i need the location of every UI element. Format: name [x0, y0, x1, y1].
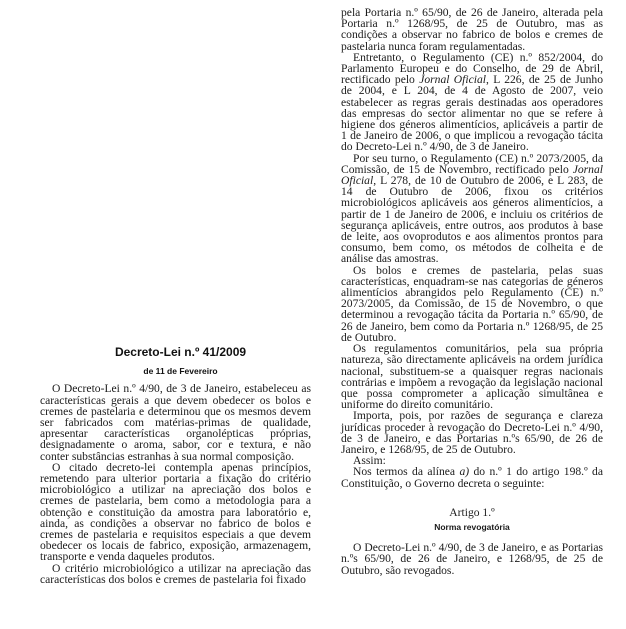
text-span: Nos termos da alínea	[353, 465, 460, 479]
paragraph	[341, 52, 603, 153]
paragraph: Os regulamentos comunitários, pela sua própria natureza, são directamente aplicáveis na ordem jurídica nacional, substituem-se a quaisquer regras nacionais contrárias e impõem a revogação da legislação nacional que possa comprometer a aplicação simultânea e uniforme do direito comunitário.	[341, 342, 603, 412]
article-heading: Artigo 1.º	[449, 505, 495, 519]
text-span-italic: a)	[459, 465, 470, 479]
journal-reference: Jornal Oficial	[341, 162, 603, 188]
text-span: Entretanto, o Regulamento (CE) n.º 852/2004, do Parlamento Europeu e do Conselho, de 29 de Abril, rectificado pelo	[341, 50, 603, 87]
text-span: Por seu turno, o Regulamento (CE) n.º 2073/2005, da Comissão, de 15 de Novembro, rectificado pelo	[341, 151, 603, 176]
paragraph: pela Portaria n.º 65/90, de 26 de Janeiro, alterada pela Portaria n.º 1268/95, de 25 de Outubro, mas as condições a observar no fabrico de bolos e cremes de pastelaria nunca foram regulamentadas.	[341, 6, 603, 53]
paragraph: O Decreto-Lei n.º 4/90, de 3 de Janeiro, estabeleceu as características gerais a que devem obedecer os bolos e cremes de pastelaria e determinou que os mesmos devem ser fabricados com matérias-primas de qualidade, apresentar características organolépticas próprias, designadamente o aroma, sabor, cor e textura, e não conter substâncias estranhas à sua normal composição.	[40, 382, 311, 463]
paragraph: O critério microbiológico a utilizar na apreciação das características dos bolos e cremes de pastelaria foi fixado	[40, 561, 311, 586]
left-column	[40, 347, 311, 585]
paragraph: Os bolos e cremes de pastelaria, pelas suas características, enquadram-se nas categorias de géneros alimentícios abrangidos pelo Regulamento (CE) n.º 2073/2005, da Comissão, de 15 de Novembro, o que determinou a revogação tácita da Portaria n.º 65/90, de 26 de Janeiro, bem como da Portaria n.º 1268/95, de 25 de Outubro.	[341, 263, 603, 344]
paragraph	[341, 466, 603, 488]
right-column	[341, 7, 603, 576]
text-span: , L 278, de 10 de Outubro de 2006, e L 283, de 14 de Outubro de 2006, fixou os critérios microbiológicos aplicáveis aos géneros alimentícios, a partir de 1 de Janeiro de 2006, e incluiu os critérios de segurança aplicáveis, entre outros, aos produtos à base de leite, aos ovoprodutos e aos alimentos prontos para consumo, bem como, os métodos de colheita e de análise das amostras.	[341, 174, 603, 266]
paragraph: Assim:	[353, 454, 386, 468]
text-span: , L 226, de 25 de Junho de 2004, e L 204, de 4 de Agosto de 2007, veio estabelecer as regras gerais destinadas aos operadores das empresas do sector alimentar no que se refere à higiene dos géneros alimentícios, aplicáveis a partir de 1 de Janeiro de 2006, o que implicou a revogação tácita do Decreto-Lei n.º 4/90, de 3 de Janeiro.	[341, 73, 603, 154]
decree-date: de 11 de Fevereiro	[143, 366, 218, 377]
paragraph: O Decreto-Lei n.º 4/90, de 3 de Janeiro, e as Portarias n.ºs 65/90, de 26 de Janeiro, e 1268/95, de 25 de Outubro, são revogados.	[341, 541, 603, 577]
decree-title: Decreto-Lei n.º 41/2009	[114, 345, 247, 359]
journal-reference: Jornal Oficial	[419, 73, 486, 87]
article-title: Norma revogatória	[434, 521, 510, 532]
paragraph: Importa, pois, por razões de segurança e clareza jurídicas proceder à revogação do Decreto-Lei n.º 4/90, de 3 de Janeiro, e das Portarias n.ºs 65/90, de 26 de Janeiro, e 1268/95, de 25 de Outubro.	[341, 409, 603, 456]
text-span: do n.º 1 do artigo 198.º da Constituição, o Governo decreta o seguinte:	[341, 465, 604, 490]
paragraph	[341, 153, 603, 265]
paragraph: O citado decreto-lei contempla apenas princípios, remetendo para ulterior portaria a fixação do critério microbiológico a utilizar na apreciação dos bolos e cremes de pastelaria, bem como a metodologia para a obtenção e constituição da amostra para laboratório e, ainda, as condições a observar no fabrico de bolos e cremes de pastelaria e requisitos especiais a que devem obedecer os locais de fabrico, exposição, armazenagem, transporte e venda daqueles produtos.	[40, 460, 311, 564]
